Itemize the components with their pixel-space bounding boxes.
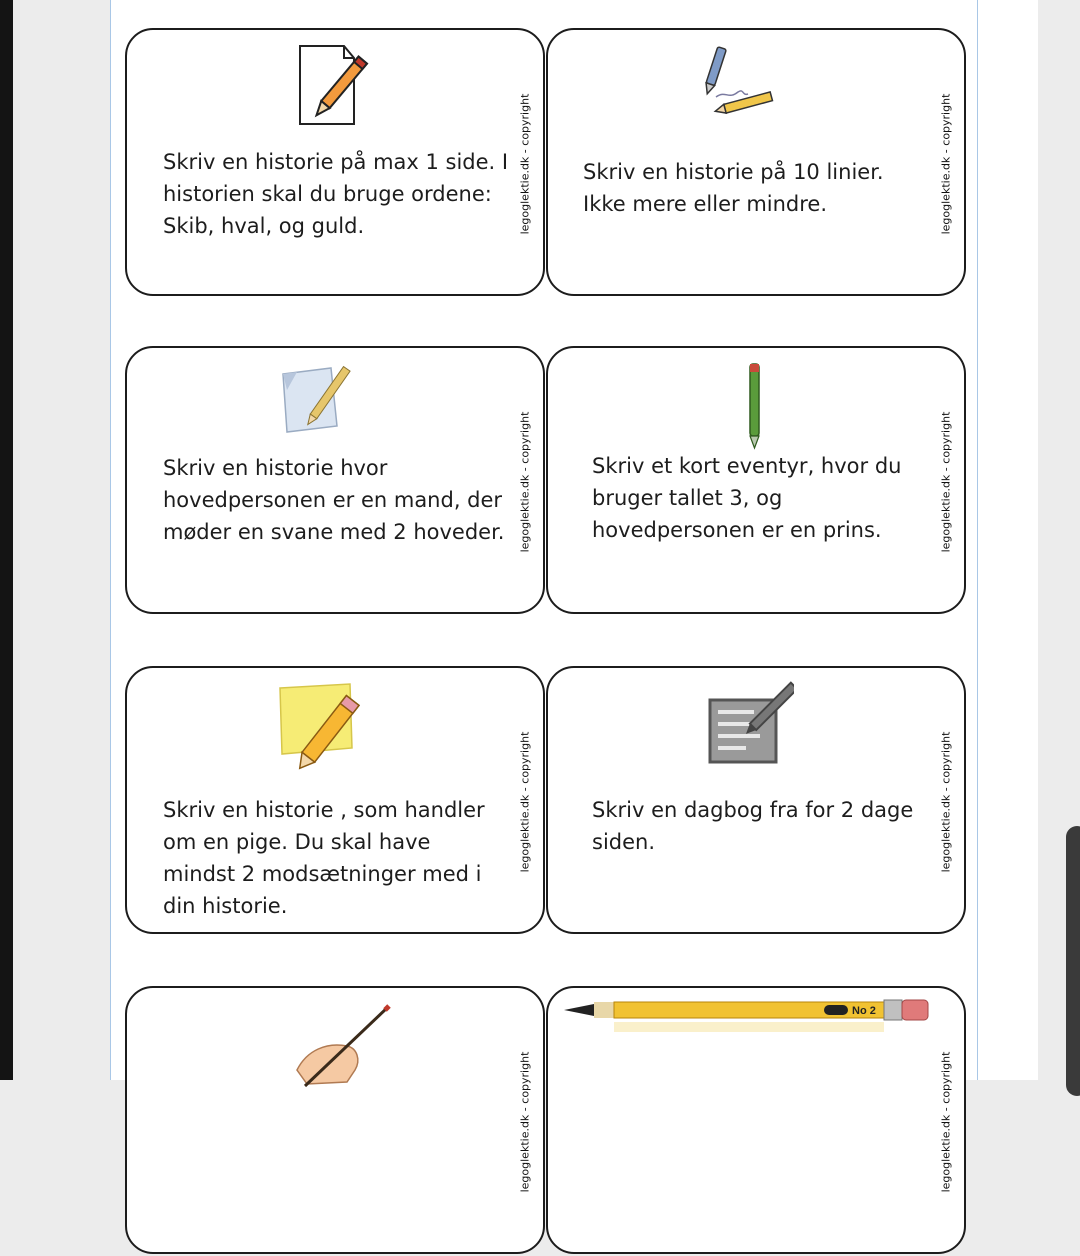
green-pen-icon: [710, 360, 800, 450]
writing-card-5[interactable]: [125, 666, 545, 934]
card-text: Skriv en historie hvor hovedpersonen er en mand, der møder en svane med 2 hoveder.: [163, 456, 505, 544]
copyright-credit: legoglektie.dk - copyright: [518, 1051, 532, 1193]
card-text: Skriv et kort eventyr, hvor du bruger tallet 3, og hovedpersonen er en prins.: [592, 454, 902, 542]
copyright-credit: legoglektie.dk - copyright: [518, 93, 532, 235]
yellow-pencil-icon: [554, 996, 934, 1042]
copyright-credit: legoglektie.dk - copyright: [939, 1051, 953, 1193]
paper-pencil-icon: [292, 42, 382, 132]
writing-card-1[interactable]: [125, 28, 545, 296]
copyright-credit: legoglektie.dk - copyright: [939, 411, 953, 553]
page-right-gutter: [978, 0, 1038, 1080]
scrollbar-thumb[interactable]: [1066, 826, 1080, 1096]
sticky-note-pencil-icon: [272, 680, 382, 780]
copyright-credit: legoglektie.dk - copyright: [939, 731, 953, 873]
pen-pencil-icon: [698, 42, 788, 132]
writing-card-3[interactable]: [125, 346, 545, 614]
svg-text:No 2: No 2: [852, 1005, 876, 1017]
copyright-credit: legoglektie.dk - copyright: [518, 731, 532, 873]
copyright-credit: legoglektie.dk - copyright: [518, 411, 532, 553]
hand-writing-icon: [277, 1000, 397, 1090]
copyright-credit: legoglektie.dk - copyright: [939, 93, 953, 235]
note-pencil-icon: [277, 360, 367, 450]
writing-card-7[interactable]: [125, 986, 545, 1254]
writing-card-4[interactable]: [546, 346, 966, 614]
writing-card-6[interactable]: [546, 666, 966, 934]
card-text: Skriv en historie , som handler om en pige. Du skal have mindst 2 modsætninger med i din historie.: [163, 798, 485, 918]
document-edit-icon: [704, 680, 794, 770]
screen-left-edge: [0, 0, 13, 1080]
card-text: Skriv en historie på 10 linier. Ikke mere eller mindre.: [583, 160, 884, 216]
writing-card-8[interactable]: [546, 986, 966, 1254]
card-text: Skriv en dagbog fra for 2 dage siden.: [592, 798, 914, 854]
card-text: Skriv en historie på max 1 side. I historien skal du bruge ordene: Skib, hval, og guld.: [163, 150, 509, 238]
writing-card-2[interactable]: [546, 28, 966, 296]
